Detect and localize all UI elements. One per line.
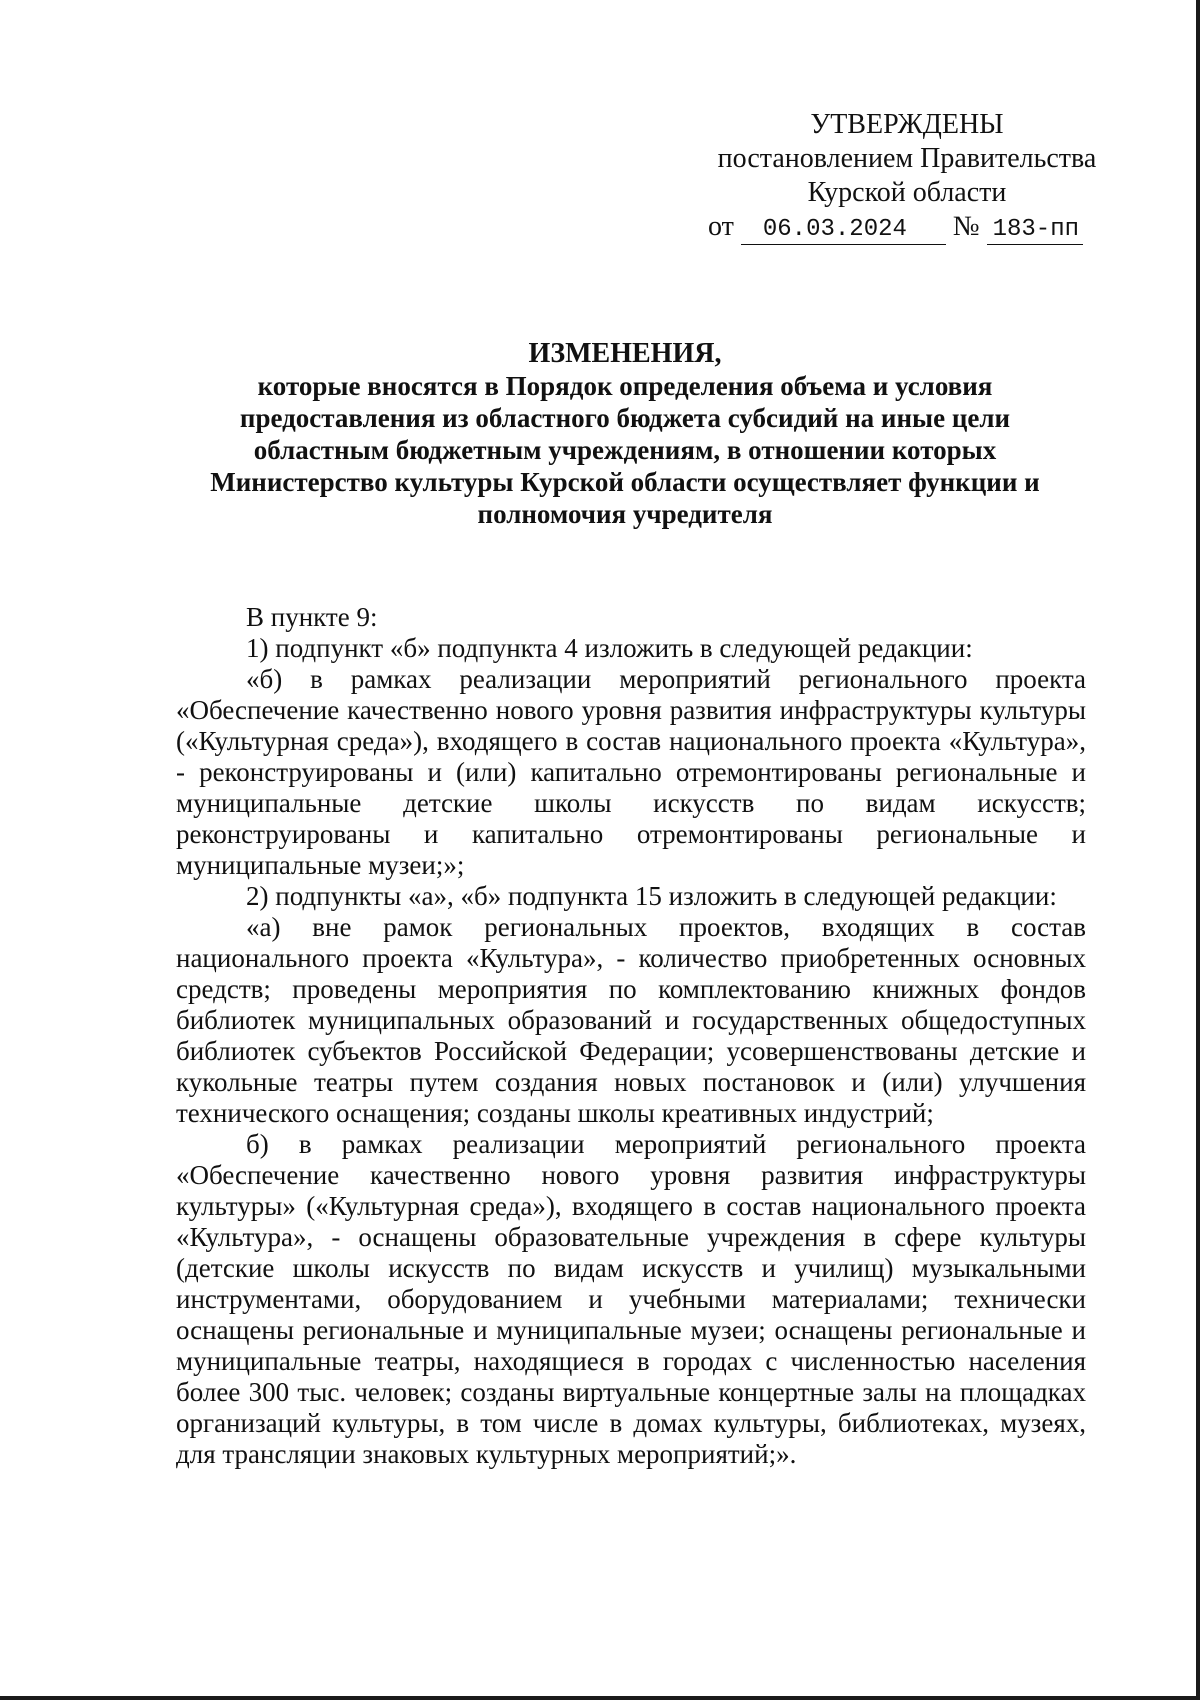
approval-line-1: постановлением Правительства xyxy=(717,143,1097,174)
number-prefix: № xyxy=(952,211,980,242)
approval-number-value: 183-пп xyxy=(987,216,1083,245)
title-sub-line-3: областным бюджетным учреждениям, в отношении которых xyxy=(253,435,997,465)
paragraph-item-2a-text: «а) вне рамок региональных проектов, входящих в состав национального проекта «Культура», - количество приобретенных основных средств; проведены мероприятия по комплектованию книжных фондов библиотек муниципальных образований и государственных общедоступных библиотек субъектов Российской Федерации; усовершенствованы детские и кукольные театры путем создания новых постановок и (или) улучшения технического оснащения; созданы школы креативных индустрий; xyxy=(176,912,1086,1128)
title-sub-line-4: Министерство культуры Курской области осуществляет функции и xyxy=(210,467,1040,497)
document-title xyxy=(150,338,1100,530)
paragraph-item-1-text: «б) в рамках реализации мероприятий регионального проекта «Обеспечение качественно нового уровня развития инфраструктуры культуры («Культурная среда»), входящего в состав национального проекта «Культура», - реконструированы и (или) капитально отремонтированы региональные и муниципальные детские школы искусств по видам искусств; реконструированы и капитально отремонтированы региональные и муниципальные музеи;»; xyxy=(176,664,1086,880)
approval-stamp-block xyxy=(692,108,1122,245)
title-sub-line-2: предоставления из областного бюджета субсидий на иные цели xyxy=(239,403,1011,433)
approval-heading: УТВЕРЖДЕНЫ xyxy=(810,109,1004,140)
title-sub-line-5: полномочия учредителя xyxy=(477,499,773,529)
approval-line-2: Курской области xyxy=(807,177,1007,208)
title-main: ИЗМЕНЕНИЯ, xyxy=(528,338,722,369)
paragraph-item-2b-text: б) в рамках реализации мероприятий регионального проекта «Обеспечение качественно нового уровня развития инфраструктуры культуры» («Культурная среда»), входящего в состав национального проекта «Культура», - оснащены образовательные учреждения в сфере культуры (детские школы искусств по видам искусств и училищ) музыкальными инструментами, оборудованием и учебными материалами; технически оснащены региональные и муниципальные музеи; оснащены региональные и муниципальные театры, находящиеся в городах с численностью населения более 300 тыс. человек; созданы виртуальные концертные залы на площадках организаций культуры, в том числе в домах культуры, библиотеках, музеях, для трансляции знаковых культурных мероприятий;». xyxy=(176,1129,1086,1469)
paragraph-intro: В пункте 9: xyxy=(246,602,378,632)
scan-border-right xyxy=(1196,0,1200,1700)
paragraph-item-2: 2) подпункты «а», «б» подпункта 15 изложить в следующей редакции: xyxy=(246,881,1057,911)
paragraph-item-1: 1) подпункт «б» подпункта 4 изложить в следующей редакции: xyxy=(246,633,973,663)
approval-date-line xyxy=(692,210,1122,245)
document-body xyxy=(176,602,1086,1470)
title-sub-line-1: которые вносятся в Порядок определения объема и условия xyxy=(257,371,993,401)
date-prefix: от xyxy=(708,211,734,242)
scan-border-bottom xyxy=(0,1696,1200,1700)
approval-date-value: 06.03.2024 xyxy=(741,216,946,245)
